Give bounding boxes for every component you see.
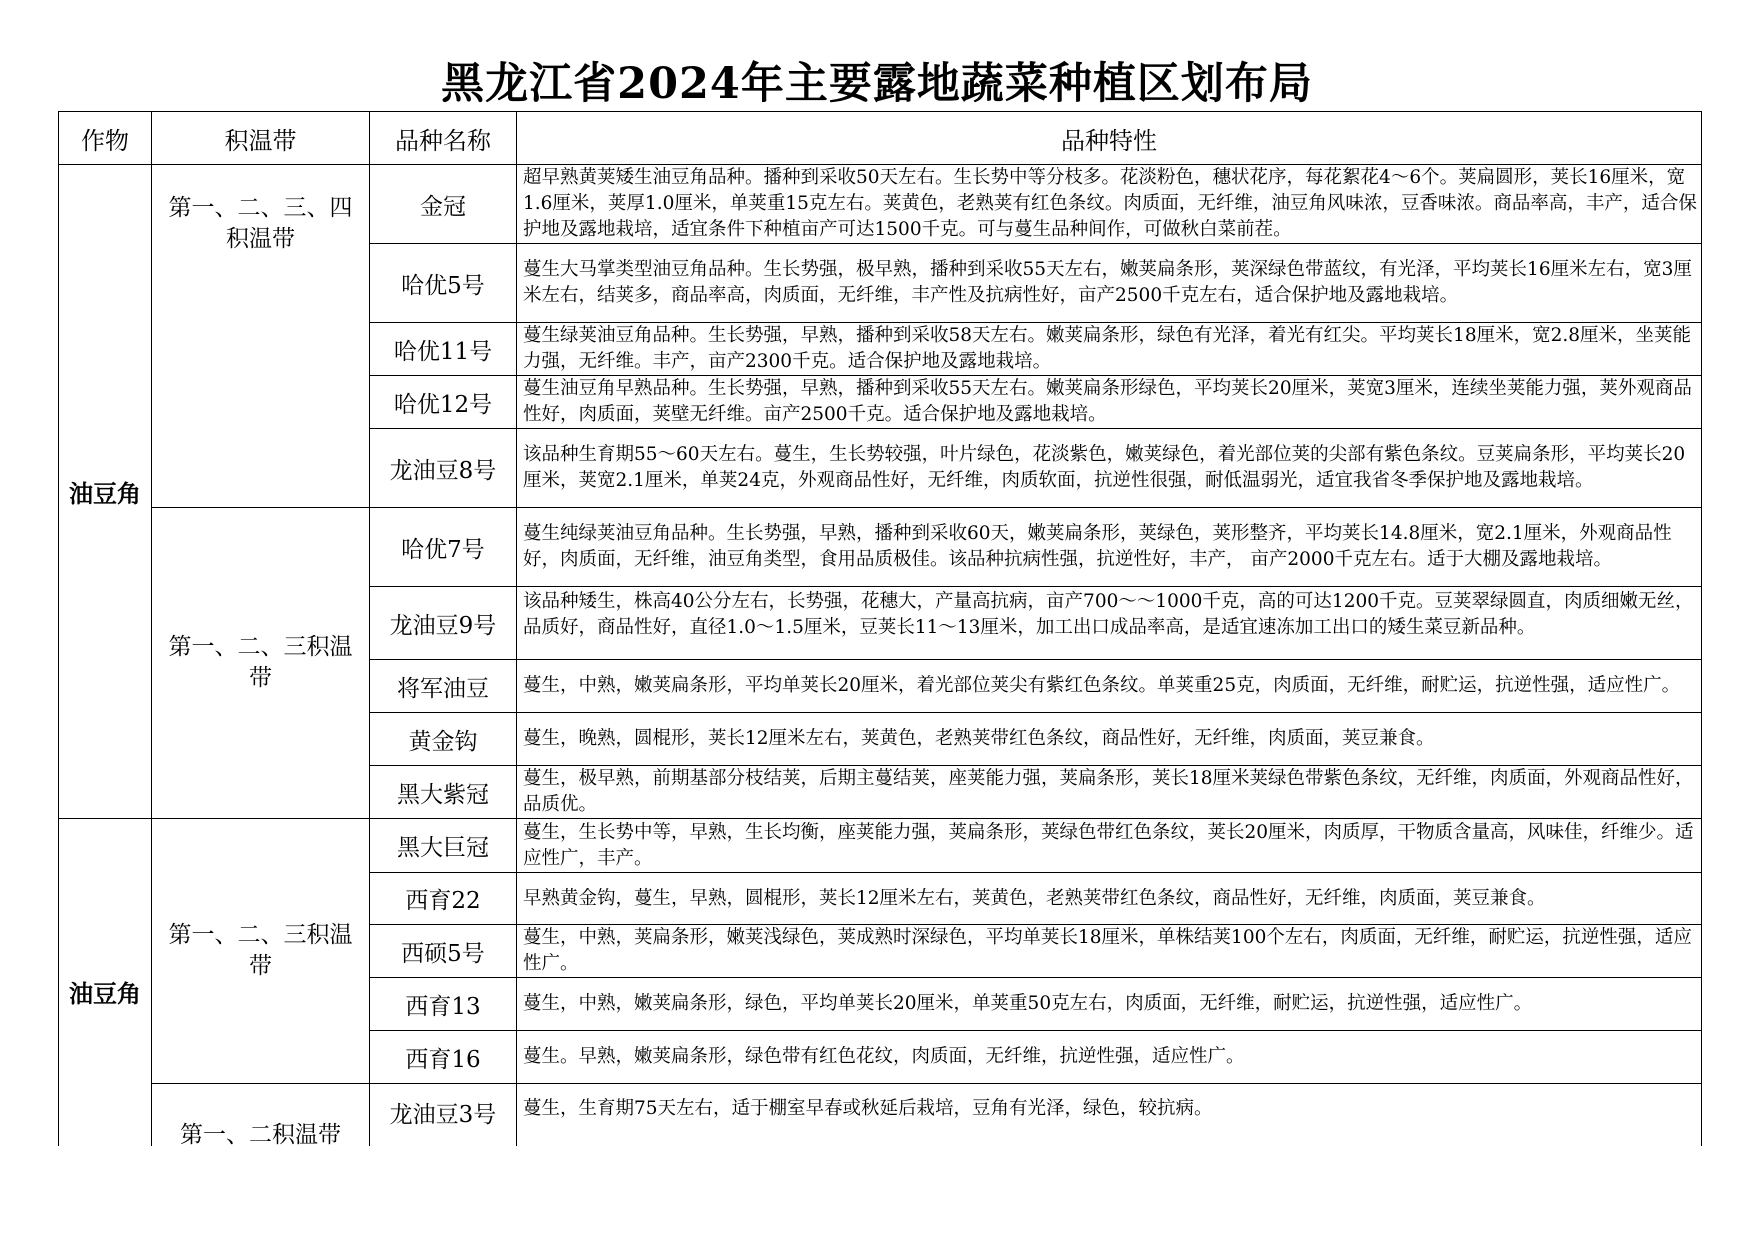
crop-cell: 油豆角 [59, 165, 152, 819]
variety-name: 黑大紫冠 [370, 766, 517, 819]
variety-name: 将军油豆 [370, 660, 517, 713]
header-crop: 作物 [59, 112, 152, 165]
variety-traits: 蔓生。早熟，嫩荚扁条形，绿色带有红色花纹，肉质面，无纤维，抗逆性强，适应性广。 [517, 1031, 1702, 1084]
variety-name: 西育16 [370, 1031, 517, 1084]
crop-cell: 油豆角 [59, 819, 152, 1147]
table-row [59, 1084, 1702, 1147]
variety-traits: 蔓生，中熟，嫩荚扁条形，绿色，平均单荚长20厘米，单荚重50克左右，肉质面，无纤维，耐贮运，抗逆性强，适应性广。 [517, 978, 1702, 1031]
header-variety: 品种名称 [370, 112, 517, 165]
table-row [59, 819, 1702, 873]
variety-name: 黄金钩 [370, 713, 517, 766]
zone-cell-label: 第一、二积温带 [180, 1122, 341, 1146]
variety-name: 西育22 [370, 873, 517, 925]
variety-traits: 蔓生，晚熟，圆棍形，荚长12厘米左右，荚黄色，老熟荚带红色条纹，商品性好，无纤维，肉质面，荚豆兼食。 [517, 713, 1702, 766]
header-zone: 积温带 [152, 112, 370, 165]
variety-name: 哈优11号 [370, 323, 517, 376]
variety-traits: 蔓生大马掌类型油豆角品种。生长势强，极早熟，播种到采收55天左右，嫩荚扁条形，荚深绿色带蓝纹，有光泽，平均荚长16厘米左右，宽3厘米左右，结荚多，商品率高，肉质面，无纤维，丰产性及抗病性好，亩产2500千克左右，适合保护地及露地栽培。 [517, 244, 1702, 323]
zone-cell: 第一、二、三积温带 [152, 508, 370, 819]
variety-traits: 蔓生绿荚油豆角品种。生长势强，早熟，播种到采收58天左右。嫩荚扁条形，绿色有光泽，着光有红尖。平均荚长18厘米，宽2.8厘米，坐荚能力强，无纤维。丰产，亩产2300千克。适合保护地及露地栽培。 [517, 323, 1702, 376]
variety-traits: 超早熟黄荚矮生油豆角品种。播种到采收50天左右。生长势中等分枝多。花淡粉色，穗状花序，每花絮花4～6个。荚扁圆形，荚长16厘米，宽1.6厘米，荚厚1.0厘米，单荚重15克左右。荚黄色，老熟荚有红色条纹。肉质面，无纤维，油豆角风味浓，豆香味浓。商品率高，丰产，适合保护地及露地栽培，适宜条件下种植亩产可达1500千克。可与蔓生品种间作，可做秋白菜前茬。 [517, 165, 1702, 244]
variety-traits: 早熟黄金钩，蔓生，早熟，圆棍形，荚长12厘米左右，荚黄色，老熟荚带红色条纹，商品性好，无纤维，肉质面，荚豆兼食。 [517, 873, 1702, 925]
variety-traits: 该品种矮生，株高40公分左右，长势强，花穗大，产量高抗病，亩产700～～1000千克，高的可达1200千克。豆荚翠绿圆直，肉质细嫩无丝，品质好，商品性好，直径1.0～1.5厘米，豆荚长11～13厘米，加工出口成品率高，是适宜速冻加工出口的矮生菜豆新品种。 [517, 587, 1702, 660]
variety-traits: 蔓生油豆角早熟品种。生长势强，早熟，播种到采收55天左右。嫩荚扁条形绿色，平均荚长20厘米，荚宽3厘米，连续坐荚能力强，荚外观商品性好，肉质面，荚壁无纤维。亩产2500千克。适合保护地及露地栽培。 [517, 376, 1702, 429]
variety-traits: 蔓生，极早熟，前期基部分枝结荚，后期主蔓结荚，座荚能力强，荚扁条形，荚长18厘米荚绿色带紫色条纹，无纤维，肉质面，外观商品性好，品质优。 [517, 766, 1702, 819]
header-traits: 品种特性 [517, 112, 1702, 165]
variety-name: 龙油豆8号 [370, 429, 517, 508]
table-header-row [59, 112, 1702, 165]
variety-name: 哈优5号 [370, 244, 517, 323]
variety-traits: 蔓生，生育期75天左右，适于棚室早春或秋延后栽培，豆角有光泽，绿色，较抗病。 [517, 1084, 1702, 1147]
variety-name: 金冠 [370, 165, 517, 244]
table-row [59, 508, 1702, 587]
variety-name: 黑大巨冠 [370, 819, 517, 873]
variety-name: 西硕5号 [370, 925, 517, 978]
variety-name: 西育13 [370, 978, 517, 1031]
variety-name: 哈优12号 [370, 376, 517, 429]
variety-name: 哈优7号 [370, 508, 517, 587]
zone-cell [152, 1084, 370, 1147]
variety-traits: 蔓生，中熟，荚扁条形，嫩荚浅绿色，荚成熟时深绿色，平均单荚长18厘米，单株结荚100个左右，肉质面，无纤维，耐贮运，抗逆性强，适应性广。 [517, 925, 1702, 978]
variety-traits: 蔓生，中熟，嫩荚扁条形，平均单荚长20厘米，着光部位荚尖有紫红色条纹。单荚重25克，肉质面，无纤维，耐贮运，抗逆性强，适应性广。 [517, 660, 1702, 713]
variety-table [58, 111, 1702, 1146]
variety-name: 龙油豆3号 [370, 1084, 517, 1147]
table-viewport [58, 111, 1703, 1146]
variety-traits: 蔓生，生长势中等，早熟，生长均衡，座荚能力强，荚扁条形，荚绿色带红色条纹，荚长20厘米，肉质厚，干物质含量高，风味佳，纤维少。适应性广，丰产。 [517, 819, 1702, 873]
variety-traits: 该品种生育期55～60天左右。蔓生，生长势较强，叶片绿色，花淡紫色，嫩荚绿色，着光部位荚的尖部有紫色条纹。豆荚扁条形，平均荚长20厘米，荚宽2.1厘米，单荚24克，外观商品性好，无纤维，肉质软面，抗逆性很强，耐低温弱光，适宜我省冬季保护地及露地栽培。 [517, 429, 1702, 508]
page-title: 黑龙江省2024年主要露地蔬菜种植区划布局 [441, 59, 1313, 109]
variety-name: 龙油豆9号 [370, 587, 517, 660]
zone-cell: 第一、二、三、四积温带 [152, 165, 370, 508]
zone-cell: 第一、二、三积温带 [152, 819, 370, 1084]
variety-traits: 蔓生纯绿荚油豆角品种。生长势强，早熟，播种到采收60天，嫩荚扁条形，荚绿色，荚形整齐，平均荚长14.8厘米，宽2.1厘米，外观商品性好，肉质面，无纤维，油豆角类型，食用品质极佳。该品种抗病性强，抗逆性好，丰产， 亩产2000千克左右。适于大棚及露地栽培。 [517, 508, 1702, 587]
table-row [59, 165, 1702, 244]
